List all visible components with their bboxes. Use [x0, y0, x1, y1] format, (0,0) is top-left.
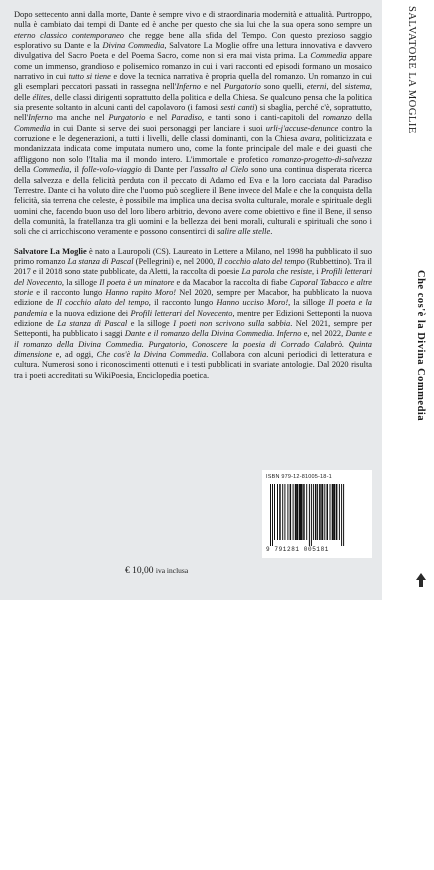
publisher-logo-icon: [414, 572, 428, 588]
synopsis-paragraph: Dopo settecento anni dalla morte, Dante è sempre vivo e di straordinaria modernità e attualità. Purtroppo, nulla è cambiato dai tempi di Dante ed è anche per questo che sia lui che la sua opera sono sempre un eterno classico contemporaneo che regge bene alla sfida del Tempo. Con questo prezioso saggio esplorativo su Dante e la Divina Commedia, Salvatore La Moglie offre una lettura innovativa e davvero divulgativa del Sacro Poeta e del Poema Sacro, come non si era mai vista prima. La Commedia appare come un immenso, grandioso e polisemico romanzo in cui i vari racconti ed episodi formano un mosaico narrativo in cui tutto si tiene e dove la tecnica narrativa è propria quella del romanzo. Un romanzo in cui gli esemplari peccatori passati in rassegna nell'Inferno e nel Purgatorio sono quelli, eterni, del sistema, delle élites, delle classi dirigenti soprattutto della politica e della Chiesa. Se qualcuno pensa che la politica sia presente soltanto in alcuni canti del capolavoro (i famosi sesti canti) si sbaglia, perché c'è, soprattutto, nell'Inferno ma anche nel Purgatorio e nel Paradiso, e tanti sono i canti-capitoli del romanzo della Commedia in cui Dante si serve dei suoi personaggi per lanciare i suoi urli-j'accuse-denunce contro la corruzione e le degenerazioni, a tutti i livelli, delle classi dominanti, con la Chiesa avara, politicizzata e mondanizzata indicata come imputata numero uno, come la fonte principale del male e dei guasti che affliggono non solo l'Italia ma il mondo intero. L'immortale e profetico romanzo-progetto-di-salvezza della Commedia, il folle-volo-viaggio di Dante per l'assalto al Cielo sono una continua disperata ricerca della salvezza e della felicità perduta con il peccato di Adamo ed Eva e la loro cacciata dal Paradiso Terrestre. Dante ci ha voluto dire che l'uomo può scegliere il Bene invece del Male e che la conquista della felicità, sia terrena che celeste, è possibile ma implica una decisa svolta culturale, morale e spirituale degli uomini che, facendo buon uso del loro libero arbitrio, devono avere come obiettivo e fine il Bene, il senso della comunità, la fratellanza tra gli uomini e la bellezza dei beni morali, culturali e spirituali che sono i soli che ci arricchiscono veramente e possono consentirci di salire alle stelle.: [14, 10, 373, 237]
barcode-digits: 9 791281 005181: [266, 546, 330, 553]
spine-title: Che cos'è la Divina Commedia: [415, 270, 426, 422]
price: [125, 566, 188, 576]
price-amount: € 10,00: [125, 566, 154, 576]
spine-author: SALVATORE LA MOGLIE: [406, 6, 417, 134]
back-cover-text: [14, 10, 372, 381]
barcode: [268, 484, 366, 546]
isbn-label: ISBN 979-12-81005-18-1: [266, 474, 332, 480]
isbn-barcode-box: [262, 470, 372, 558]
author-bio-paragraph: Salvatore La Moglie è nato a Lauropoli (CS). Laureato in Lettere a Milano, nel 1998 ha pubblicato il suo primo romanzo La stanza di Pascal (Pellegrini) e, nel 2000, Il cocchio alato del tempo (Rubbettino). Tra il 2017 e il 2018 sono state pubblicate, da Aletti, la raccolta di poesie La parola che resiste, i Profili letterari del Novecento, la silloge Il poeta è un minatore e da Macabor la raccolta di fiabe Caporal Tabacco e altre storie e il racconto lungo Hanno rapito Moro! Nel 2020, sempre per Macabor, ha pubblicato la nuova edizione de Il cocchio alato del tempo, il racconto lungo Hanno ucciso Moro!, la silloge Il poeta e la pandemia e la nuova edizione dei Profili letterari del Novecento, mentre per Edizioni Setteponti la nuova edizione de La stanza di Pascal e la silloge I poeti non scrivono sulla sabbia. Nel 2021, sempre per Setteponti, ha pubblicato i saggi Dante e il romanzo della Divina Commedia. Inferno e, nel 2022, Dante e il romanzo della Divina Commedia. Purgatorio, Conoscere la poesia di Corrado Calabrò. Quinta dimensione e, ad oggi, Che cos'è la Divina Commedia. Collabora con alcuni periodici di letteratura e cultura. Numerosi sono i riconoscimenti ottenuti e i testi pubblicati in svariate antologie. Dal 2020 risulta tra i poeti accreditati su WikiPoesia, Enciclopedia poetica.: [14, 246, 373, 380]
price-vat-note: iva inclusa: [155, 566, 189, 575]
